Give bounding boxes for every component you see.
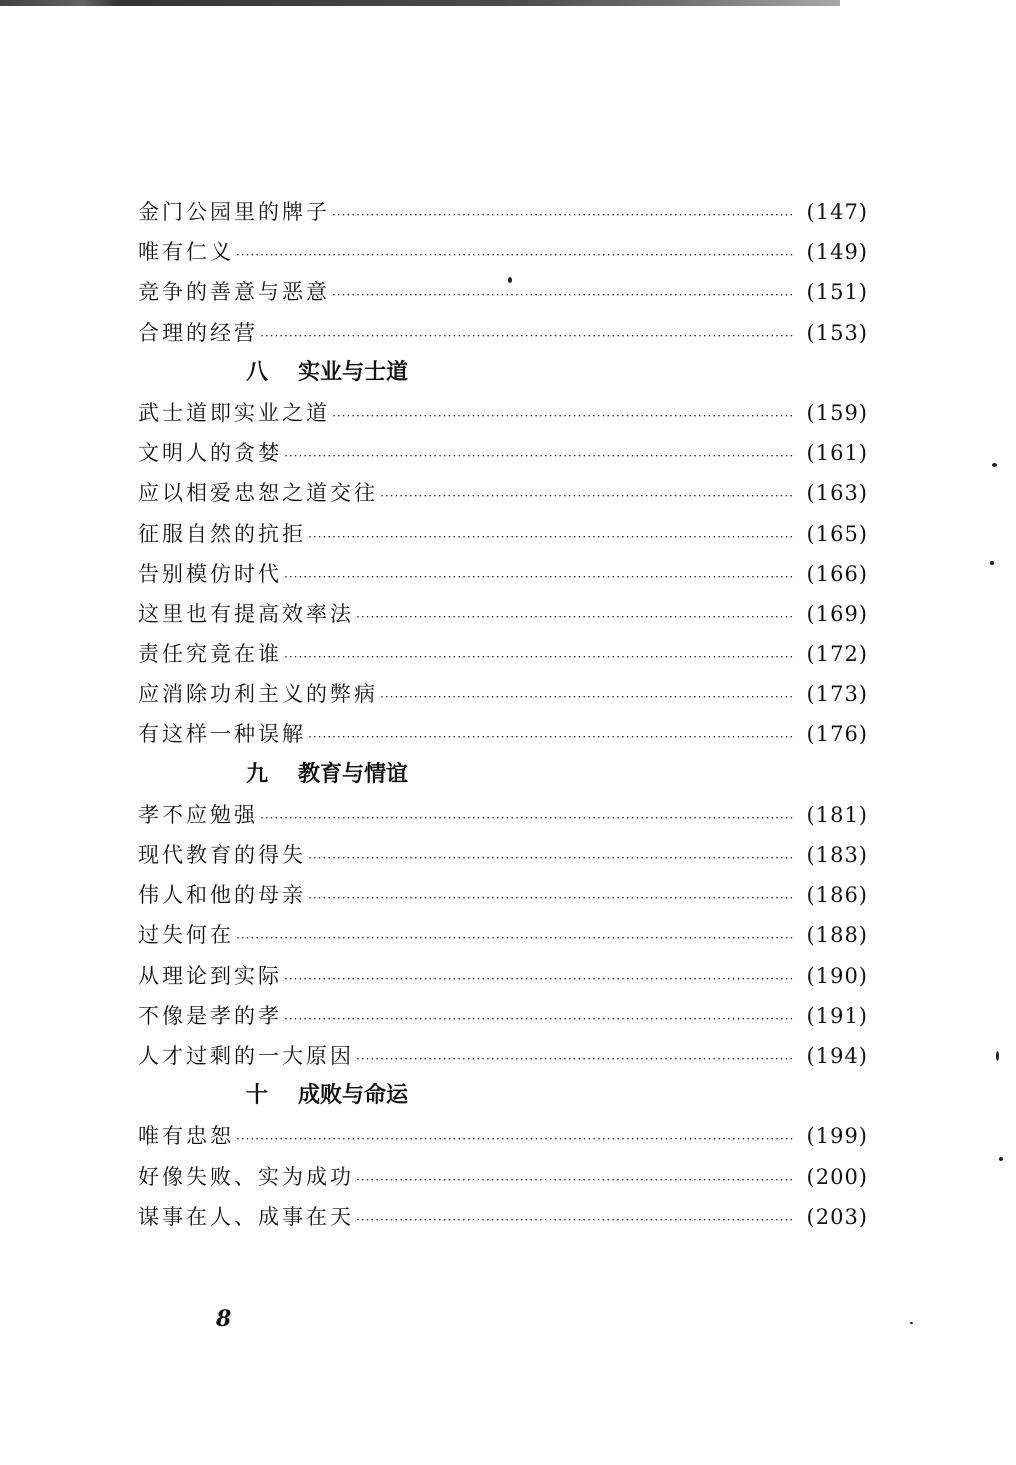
toc-entry[interactable] — [138, 714, 868, 754]
toc-entry-page: (161) — [806, 441, 868, 466]
toc-entry[interactable] — [138, 996, 868, 1036]
section-number: 八 — [246, 359, 269, 385]
toc-entry[interactable] — [138, 393, 868, 433]
toc-entry-page: (200) — [806, 1164, 868, 1189]
dot-leader — [356, 1200, 795, 1240]
toc-entry-page: (149) — [806, 240, 868, 265]
scan-speck — [508, 277, 512, 283]
section-title: 实业与士道 — [298, 359, 409, 385]
dot-leader — [380, 476, 795, 516]
dot-leader — [332, 195, 795, 235]
dot-leader — [308, 717, 795, 757]
toc-entry-page: (172) — [806, 642, 868, 667]
toc-entry-title: 有这样一种误解 — [138, 722, 306, 747]
toc-entry-title: 唯有仁义 — [138, 240, 234, 265]
toc-entry[interactable] — [138, 1036, 868, 1076]
toc-entry[interactable] — [138, 313, 868, 353]
dot-leader — [356, 1039, 795, 1079]
toc-entry-title: 伟人和他的母亲 — [138, 883, 306, 908]
dot-leader — [260, 798, 795, 838]
dot-leader — [284, 557, 795, 597]
toc-entry-title: 从理论到实际 — [138, 963, 282, 988]
section-title: 教育与情谊 — [298, 761, 409, 787]
toc-entry-title: 告别模仿时代 — [138, 561, 282, 586]
toc-entry-page: (183) — [806, 843, 868, 867]
toc-entry[interactable] — [138, 875, 868, 915]
toc-entry[interactable] — [138, 634, 868, 674]
toc-entry-page: (199) — [806, 1124, 868, 1149]
dot-leader — [356, 1160, 795, 1200]
scan-speck — [992, 463, 997, 467]
toc-entry-page: (203) — [806, 1204, 868, 1229]
dot-leader — [308, 838, 795, 878]
section-number: 九 — [246, 761, 269, 787]
toc-entry-title: 竞争的善意与恶意 — [138, 280, 330, 305]
toc-entry-page: (166) — [806, 561, 868, 586]
toc-entry-page: (176) — [806, 722, 868, 747]
dot-leader — [236, 918, 795, 958]
dot-leader — [380, 677, 795, 717]
dot-leader — [284, 999, 795, 1039]
dot-leader — [332, 396, 795, 436]
dot-leader — [332, 275, 795, 315]
scan-speck — [996, 1051, 999, 1061]
scan-edge-artifact — [0, 0, 840, 6]
dot-leader — [236, 235, 795, 275]
toc-entry-page: (159) — [806, 400, 868, 425]
toc-entry-page: (173) — [806, 682, 868, 707]
toc-entry[interactable] — [138, 232, 868, 272]
toc-entry-title: 现代教育的得失 — [138, 843, 306, 867]
toc-entry[interactable] — [138, 674, 868, 714]
toc-entry[interactable] — [138, 192, 868, 232]
dot-leader — [260, 316, 795, 356]
toc-entry[interactable] — [138, 1157, 868, 1197]
toc-entry[interactable] — [138, 594, 868, 634]
toc-entry-page: (163) — [806, 481, 868, 506]
toc-entry-page: (191) — [806, 1003, 868, 1028]
toc-entry-page: (188) — [806, 923, 868, 948]
scan-speck — [990, 561, 994, 565]
section-title: 成败与命运 — [298, 1083, 409, 1109]
dot-leader — [356, 597, 795, 637]
toc-entry[interactable] — [138, 433, 868, 473]
toc-entry-page: (169) — [806, 601, 868, 626]
toc-entry[interactable] — [138, 835, 868, 875]
toc-entry[interactable] — [138, 956, 868, 996]
dot-leader — [284, 637, 795, 677]
dot-leader — [308, 878, 795, 918]
scan-speck — [999, 1157, 1003, 1161]
toc-entry[interactable] — [138, 795, 868, 835]
toc-entry-page: (151) — [806, 280, 868, 305]
toc-entry-page: (190) — [806, 963, 868, 988]
toc-entry-title: 好像失败、实为成功 — [138, 1164, 354, 1189]
toc-entry-page: (181) — [806, 802, 868, 827]
dot-leader — [284, 959, 795, 999]
toc-entry-title: 谋事在人、成事在天 — [138, 1204, 354, 1229]
toc-entry-title: 金门公园里的牌子 — [138, 200, 330, 224]
section-heading — [138, 1076, 868, 1116]
toc-entry[interactable] — [138, 1116, 868, 1156]
toc-entry-title: 唯有忠恕 — [138, 1124, 234, 1149]
toc-entry[interactable] — [138, 514, 868, 554]
toc-entry[interactable] — [138, 272, 868, 312]
toc-entry-title: 人才过剩的一大原因 — [138, 1043, 354, 1068]
dot-leader — [236, 1119, 795, 1159]
toc-entry-title: 不像是孝的孝 — [138, 1003, 282, 1028]
toc-entry-title: 应以相爱忠恕之道交往 — [138, 481, 378, 506]
dot-leader — [308, 517, 795, 557]
toc-entry-page: (194) — [806, 1043, 868, 1068]
table-of-contents — [138, 192, 868, 1237]
toc-entry-title: 文明人的贪婪 — [138, 441, 282, 466]
toc-entry[interactable] — [138, 1197, 868, 1237]
toc-entry[interactable] — [138, 473, 868, 513]
dot-leader — [284, 436, 795, 476]
toc-entry-page: (186) — [806, 883, 868, 908]
page-number: 8 — [216, 1306, 232, 1332]
toc-entry-title: 征服自然的抗拒 — [138, 521, 306, 546]
toc-entry-title: 应消除功利主义的弊病 — [138, 682, 378, 707]
section-number: 十 — [246, 1083, 269, 1109]
toc-entry[interactable] — [138, 554, 868, 594]
section-heading — [138, 353, 868, 393]
toc-entry[interactable] — [138, 915, 868, 955]
toc-entry-page: (153) — [806, 320, 868, 345]
toc-entry-page: (165) — [806, 521, 868, 546]
scan-speck — [910, 1322, 913, 1324]
toc-entry-title: 武士道即实业之道 — [138, 400, 330, 425]
toc-entry-title: 这里也有提高效率法 — [138, 601, 354, 626]
toc-entry-title: 合理的经营 — [138, 320, 258, 345]
toc-entry-page: (147) — [806, 200, 868, 224]
toc-entry-title: 孝不应勉强 — [138, 802, 258, 827]
section-heading — [138, 755, 868, 795]
toc-entry-title: 责任究竟在谁 — [138, 642, 282, 667]
toc-entry-title: 过失何在 — [138, 923, 234, 948]
